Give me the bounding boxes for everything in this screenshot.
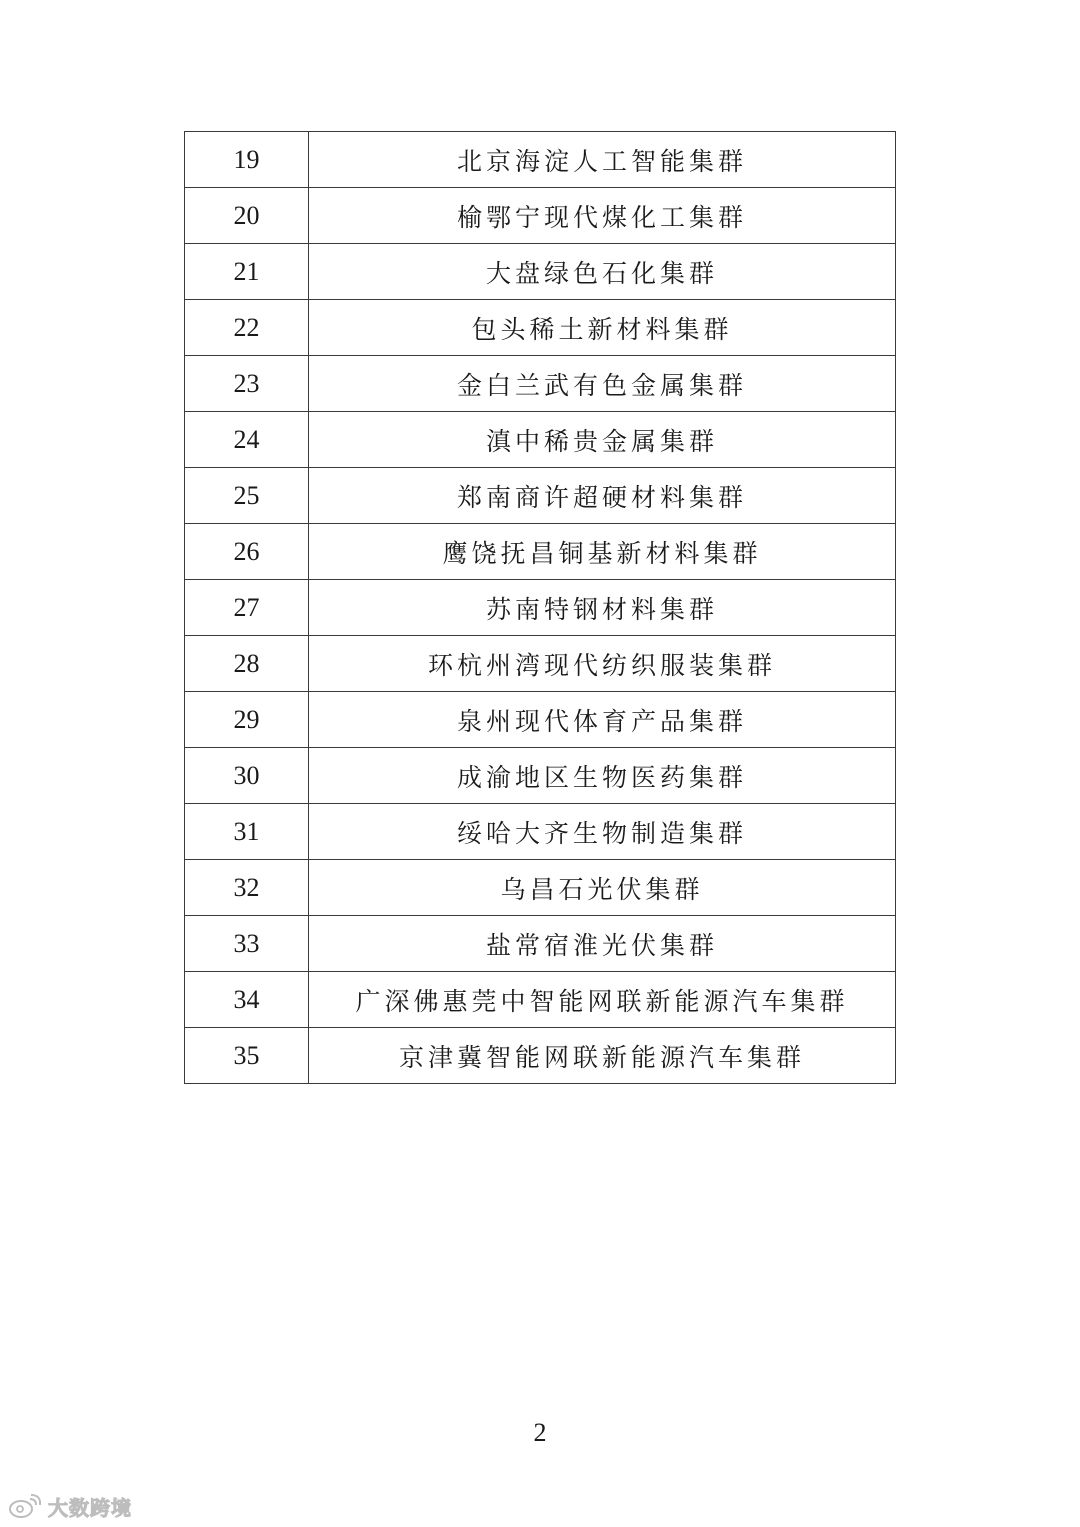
table-row — [185, 748, 896, 804]
table-row — [185, 244, 896, 300]
cluster-name: 郑南商许超硬材料集群 — [309, 468, 896, 524]
table-row — [185, 468, 896, 524]
row-number: 32 — [185, 860, 309, 916]
table-row — [185, 580, 896, 636]
table-row — [185, 804, 896, 860]
table-row — [185, 1028, 896, 1084]
cluster-name: 绥哈大齐生物制造集群 — [309, 804, 896, 860]
row-number: 19 — [185, 132, 309, 188]
cluster-name: 大盘绿色石化集群 — [309, 244, 896, 300]
cluster-name: 环杭州湾现代纺织服装集群 — [309, 636, 896, 692]
cluster-table — [184, 131, 896, 1084]
cluster-name: 北京海淀人工智能集群 — [309, 132, 896, 188]
cluster-name: 鹰饶抚昌铜基新材料集群 — [309, 524, 896, 580]
cluster-name: 盐常宿淮光伏集群 — [309, 916, 896, 972]
cluster-name: 乌昌石光伏集群 — [309, 860, 896, 916]
row-number: 27 — [185, 580, 309, 636]
table-row — [185, 692, 896, 748]
table-row — [185, 860, 896, 916]
row-number: 22 — [185, 300, 309, 356]
cluster-name: 成渝地区生物医药集群 — [309, 748, 896, 804]
table-row — [185, 188, 896, 244]
cluster-name: 京津冀智能网联新能源汽车集群 — [309, 1028, 896, 1084]
table-row — [185, 412, 896, 468]
table-row — [185, 916, 896, 972]
cluster-name: 广深佛惠莞中智能网联新能源汽车集群 — [309, 972, 896, 1028]
row-number: 25 — [185, 468, 309, 524]
table-row — [185, 972, 896, 1028]
cluster-name: 包头稀土新材料集群 — [309, 300, 896, 356]
table-row — [185, 300, 896, 356]
row-number: 21 — [185, 244, 309, 300]
table-row — [185, 636, 896, 692]
table-row — [185, 524, 896, 580]
row-number: 35 — [185, 1028, 309, 1084]
table-row — [185, 132, 896, 188]
row-number: 34 — [185, 972, 309, 1028]
row-number: 28 — [185, 636, 309, 692]
cluster-name: 泉州现代体育产品集群 — [309, 692, 896, 748]
cluster-name: 金白兰武有色金属集群 — [309, 356, 896, 412]
row-number: 31 — [185, 804, 309, 860]
cluster-table-body — [185, 132, 896, 1084]
table-row — [185, 356, 896, 412]
row-number: 33 — [185, 916, 309, 972]
row-number: 29 — [185, 692, 309, 748]
row-number: 30 — [185, 748, 309, 804]
row-number: 26 — [185, 524, 309, 580]
page-number: 2 — [533, 1418, 547, 1447]
watermark-text: 大数跨境 — [48, 1495, 132, 1520]
row-number: 20 — [185, 188, 309, 244]
cluster-name: 榆鄂宁现代煤化工集群 — [309, 188, 896, 244]
watermark — [8, 1492, 132, 1520]
cluster-name: 滇中稀贵金属集群 — [309, 412, 896, 468]
row-number: 24 — [185, 412, 309, 468]
cluster-name: 苏南特钢材料集群 — [309, 580, 896, 636]
weibo-like-logo-icon — [8, 1493, 42, 1519]
row-number: 23 — [185, 356, 309, 412]
